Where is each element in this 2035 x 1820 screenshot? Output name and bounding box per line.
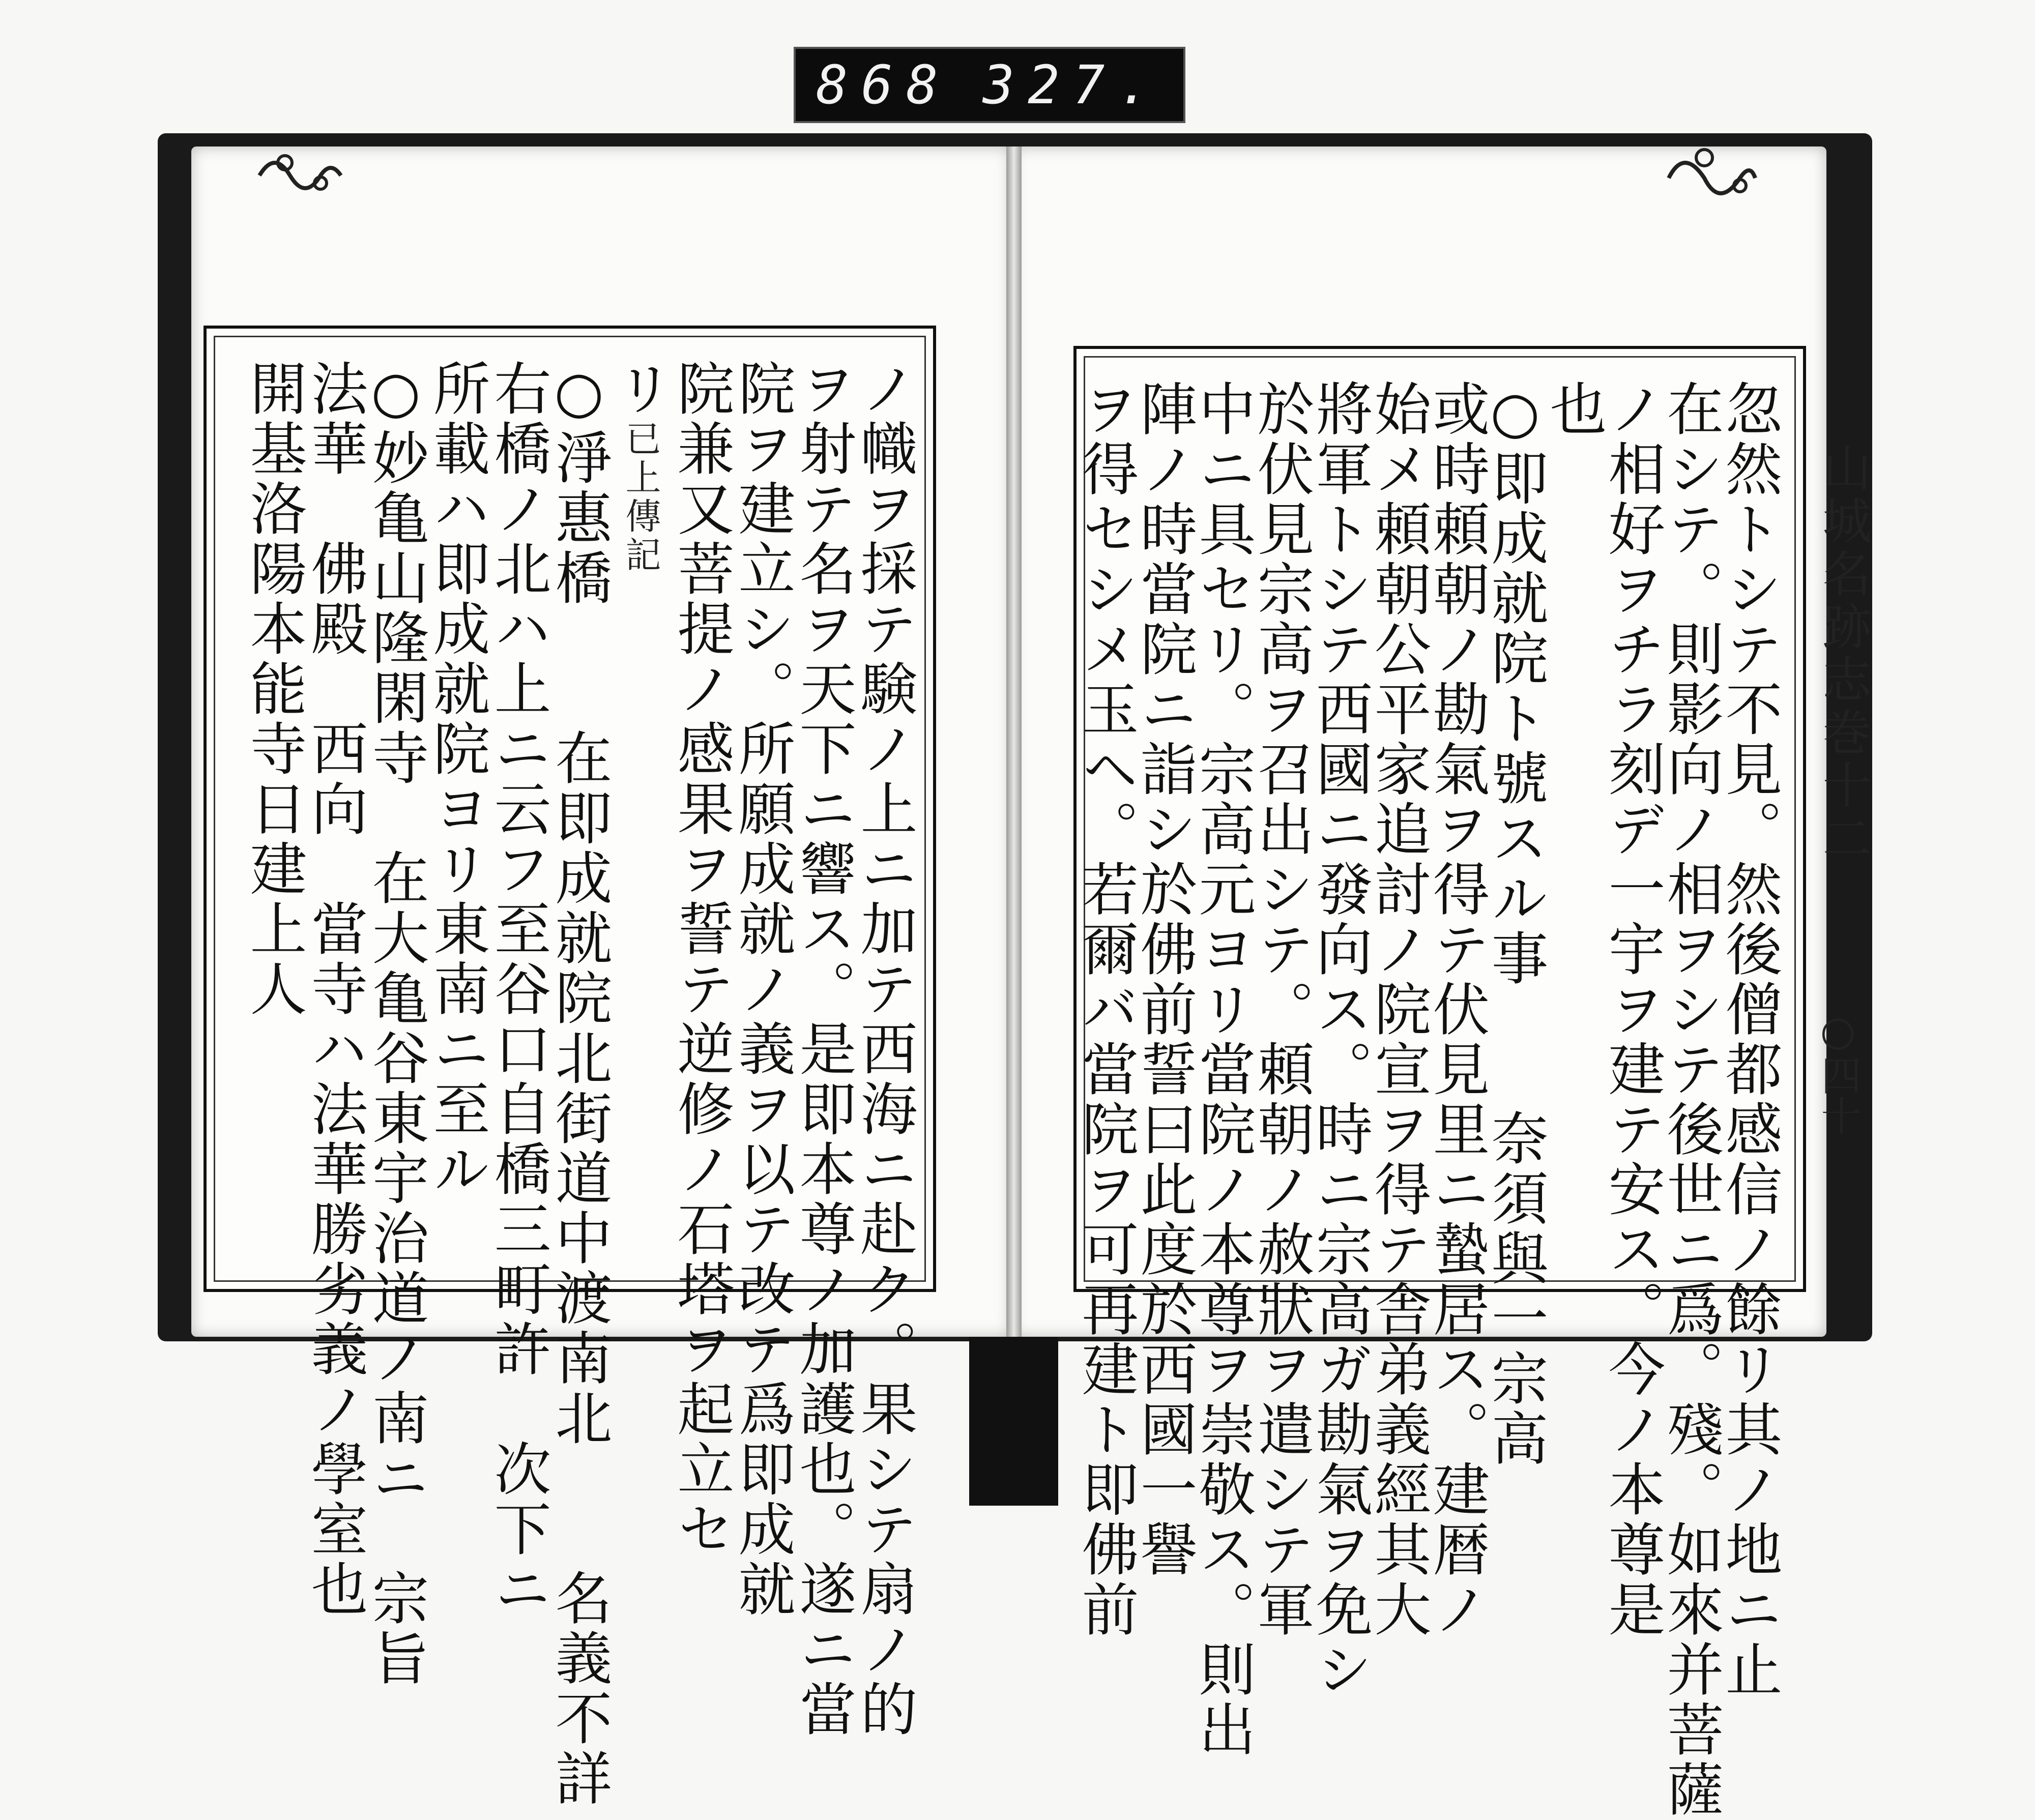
left-col-4: 院兼又菩提ノ感果ヲ誓テ逆修ノ石塔ヲ起立セ [668,359,734,1560]
right-text-frame [1072,346,1806,1820]
left-col-1: ノ幟ヲ採テ験ノ上ニ加テ西海ニ赴ク。果シテ扇ノ的 [851,359,917,1740]
seal-mark-right-icon [1664,137,1760,209]
frame-number: 327. [982,54,1163,116]
right-col-4: 也 [1540,379,1607,439]
left-col-9: ○妙亀山隆閑寺 在大亀谷東宇治道ノ南ニ 宗旨 [363,359,429,1689]
seal-mark-left-icon [254,145,346,206]
right-col-10: 中ニ具セリ。宗高元ヨリ當院ノ本尊ヲ崇敬ス。則出 [1189,379,1256,1760]
right-col-9: 於伏見宗高ヲ召出シテ。頼朝ノ赦狀ヲ遣シテ軍 [1248,379,1314,1640]
right-col-11: 陣ノ時當院ニ詣シ於佛前誓曰此度於西國一譽 [1131,379,1197,1580]
left-col-3: 院ヲ建立シ。所願成就ノ義ヲ以テ改テ爲即成就 [729,359,795,1620]
frame-number-plate [794,47,1185,123]
left-col-2: ヲ射テ名ヲ天下ニ響ス。是即本尊ノ加護也。遂ニ當 [790,359,856,1740]
left-col-6: ○淨惠橋 在即成就院北街道中渡南北 名義不詳 [546,359,612,1809]
right-col-7: 始メ頼朝公平家追討ノ院宣ヲ得テ舎弟義經其大 [1365,379,1431,1640]
left-col-7: 右橋ノ北ハ上ニ云フ至谷口自橋三町許 次下ニ [485,359,551,1620]
page-gutter [1006,146,1022,1337]
left-col-8: 所載ハ即成就院ヨリ東南ニ至ル [424,359,490,1199]
right-col-2: 在シテ。則影向ノ相ヲシテ後世ニ爲。殘。如來并菩薩 [1658,379,1724,1820]
reel-number: 868 [816,54,951,116]
page-number: ○四十 [1814,1007,1862,1136]
right-col-3: ノ相好ヲチラ刻デ一宇ヲ建テ安ス。今ノ本尊是 [1599,379,1665,1640]
left-col-11: 開基洛陽本能寺日建上人 [241,359,307,1019]
right-col-1: 忽然トシテ不見。然後僧都感信ノ餘リ其ノ地ニ止 [1716,379,1782,1700]
right-col-12: ヲ得セシメ玉ヘ。若爾バ當院ヲ可再建ト即佛前 [1072,379,1139,1640]
left-text-frame [204,326,936,1809]
left-source-note: 已上傳記 [620,420,661,575]
running-head: 山城名跡志巻十二 [1815,443,1872,866]
right-col-6: 或時頼朝ノ勘氣ヲ得テ伏見里ニ蟄居ス。建暦ノ [1423,379,1490,1640]
left-col-5: リ [607,359,673,419]
right-col-8: 將軍トシテ西國ニ發向ス。時ニ宗高ガ勘氣ヲ免シ [1306,379,1373,1700]
right-col-5: ○即成就院ト號スル事 奈須與一宗高 [1482,379,1548,1469]
left-col-10: 法華 佛殿 西向 當寺ハ法華勝劣義ノ學室也 [302,359,368,1620]
